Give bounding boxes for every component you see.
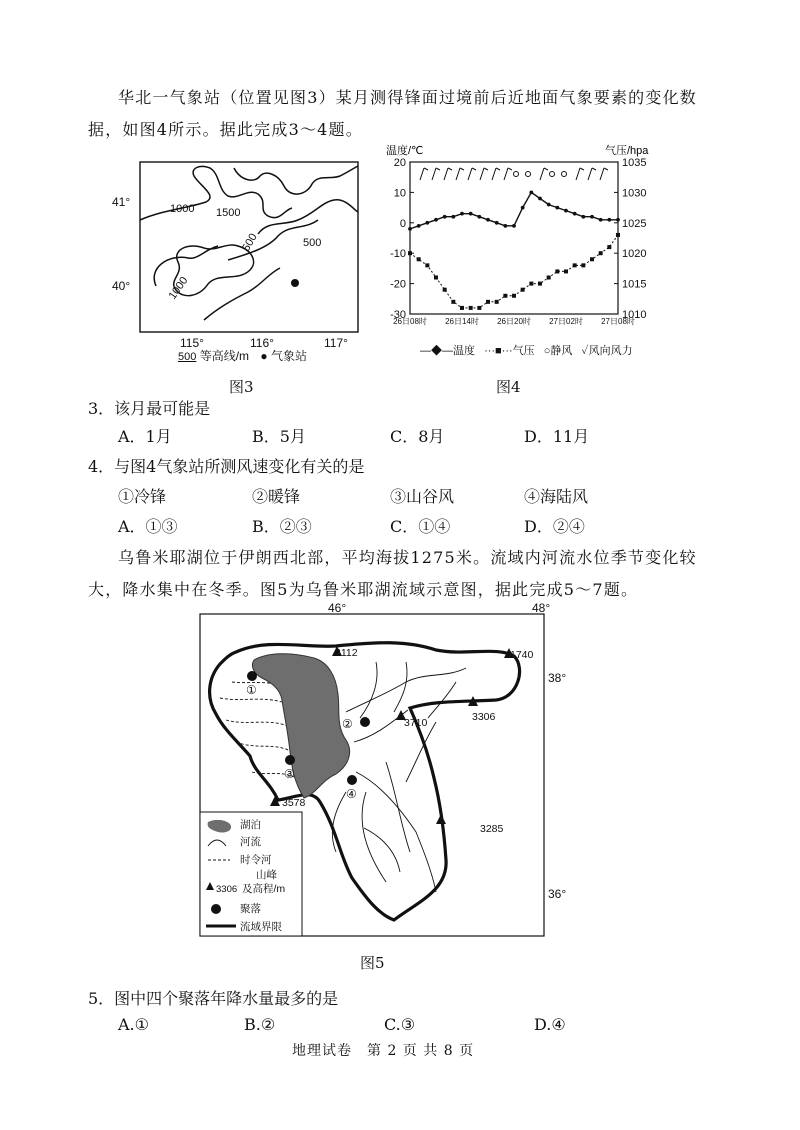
wind-barb-mark [468,168,476,180]
wind-barb-mark [600,168,608,180]
temperature-line [410,192,618,229]
pressure-point [408,251,412,255]
river [356,772,436,892]
right-tick-label: 1015 [622,278,647,291]
peak-elevation: 3578 [282,797,306,809]
peak-elevation: 3112 [335,647,358,659]
lon-label: 115° [180,336,204,350]
contour-label: 1500 [216,207,241,219]
q3-option-a[interactable]: A．1月 [118,427,172,446]
river [428,682,456,718]
x-tick-label: 26日08时 [393,317,427,326]
pressure-point [538,282,542,286]
temp-line-icon: —◆— [420,345,453,357]
right-axis-title: 气压/hpa [605,145,649,157]
lat-label: 40° [112,279,131,293]
plot-frame [410,162,618,314]
pressure-point [417,257,421,261]
wind-barb-mark [444,168,452,180]
legend-peak-sample: 3306 [216,884,238,895]
x-tick-label: 26日20时 [497,317,531,326]
temperature-point [425,221,429,225]
left-tick-label: -20 [390,278,406,291]
pressure-point [451,300,455,304]
wind-barb-mark [480,168,488,180]
settlement-swatch [211,904,221,914]
legend-lake: 湖泊 [240,819,261,831]
temperature-point [599,218,603,222]
settlement-marker [285,755,295,765]
station-icon: ● [260,349,268,363]
x-tick-label: 27日08时 [601,317,635,326]
pressure-point [616,233,620,237]
q4-option-b[interactable]: B．②③ [252,517,312,536]
pressure-point [521,288,525,292]
pressure-point [529,282,533,286]
settlement-marker [360,717,370,727]
figure-5-basin-map [196,602,588,946]
legend-pressure: 气压 [512,345,535,357]
temperature-point [581,215,585,219]
calm-wind-mark [526,172,531,177]
right-tick-label: 1035 [622,157,647,169]
intro-paragraph-1: 华北一气象站（位置见图3）某月测得锋面过境前后近地面气象要素的变化数据，如图4所示。据此完成3～4题。 [88,88,697,139]
wind-barb-mark [588,168,596,180]
left-tick-label: -10 [390,248,406,261]
pressure-point [460,306,464,310]
temperature-point [564,209,568,213]
peak-elevation: 3306 [472,711,496,723]
lon-label: 46° [328,602,347,615]
contour-label: 1000 [166,274,191,302]
calm-icon: ○ [543,345,551,357]
q3-option-b[interactable]: B．5月 [252,427,306,446]
lake-urmia [252,654,349,798]
pressure-point [503,294,507,298]
figure-3-contour-map [108,150,368,360]
pressure-point [599,251,603,255]
q4-item-1: ①冷锋 [118,487,167,506]
settlement-label: ④ [346,787,357,801]
temperature-point [477,215,481,219]
temperature-point [417,224,421,228]
calm-wind-mark [514,172,519,177]
legend-peak-elev: 及高程/m [242,883,286,895]
figure-4-chart [380,140,680,358]
left-axis-title: 温度/℃ [386,145,424,157]
contour-label: 500 [303,237,322,249]
contour-line [234,166,358,194]
weather-station-marker [291,279,299,287]
pressure-point [547,276,551,280]
settlement-label: ① [246,683,257,697]
river [346,668,466,712]
right-tick-label: 1030 [622,187,647,200]
seasonal-river [226,720,288,726]
temperature-point [607,218,611,222]
pressure-point [495,300,499,304]
right-tick-label: 1025 [622,217,647,230]
river [394,662,407,712]
wind-barb-icon: ✓ [581,345,589,357]
pressure-point [486,300,490,304]
temperature-point [503,224,507,228]
temperature-point [443,215,447,219]
calm-wind-mark [562,172,567,177]
peak-icon [436,814,446,824]
temperature-point [469,212,473,216]
left-tick-label: 0 [399,217,406,230]
temperature-point [486,218,490,222]
wind-barb-mark [492,168,500,180]
pressure-point [469,306,473,310]
legend-peak: 山峰 [256,869,277,881]
peak-elevation: 3285 [480,823,504,835]
right-tick-label: 1020 [622,248,647,261]
q5-option-d[interactable]: D.④ [534,1015,566,1034]
pressure-point [555,269,559,273]
river [360,662,377,718]
river [362,792,386,882]
pressure-line-icon: ···■··· [484,345,513,357]
temperature-point [555,206,559,210]
pressure-point [581,263,585,267]
wind-barbs-row [420,168,608,180]
temperature-point [521,206,525,210]
lat-label: 38° [548,671,567,685]
temperature-point [408,227,412,231]
settlement-marker [247,671,257,681]
q4-option-c[interactable]: C．①④ [390,517,451,536]
settlement-label: ② [342,717,353,731]
temperature-point [547,203,551,207]
figure-4-legend [420,342,633,358]
lon-label: 48° [532,602,551,615]
q4-item-4: ④海陆风 [524,487,589,506]
lon-label: 116° [250,336,274,350]
wind-barb-mark [576,168,584,180]
temperature-point [529,191,533,195]
figure-3-caption: 图3 [229,378,254,396]
legend-contour-sample: 500 [178,351,197,363]
pressure-point [425,263,429,267]
figure-5-caption: 图5 [360,954,385,972]
pressure-point [443,288,447,292]
q3-option-c[interactable]: C．8月 [390,427,445,446]
question-4-stem: 4．与图4气象站所测风速变化有关的是 [88,457,365,476]
contour-line [204,268,280,320]
pressure-point [607,245,611,249]
lat-label: 36° [548,887,567,901]
legend-seasonal-river: 时令河 [240,854,272,866]
question-3-stem: 3．该月最可能是 [88,399,211,418]
wind-barb-mark [504,168,512,180]
pressure-point [590,257,594,261]
left-tick-label: 10 [393,187,406,200]
pressure-point [573,263,577,267]
legend-calm: 静风 [550,345,573,357]
pressure-point [477,306,481,310]
legend-settlement: 聚落 [240,903,261,915]
x-tick-label: 27日02时 [549,317,583,326]
q4-option-a[interactable]: A．①③ [118,517,178,536]
temperature-point [573,212,577,216]
calm-wind-mark [550,172,555,177]
temperature-point [434,218,438,222]
figure-3-legend [178,347,307,364]
pressure-point [512,294,516,298]
temperature-point [616,218,620,222]
temperature-point [512,224,516,228]
q5-option-c[interactable]: C.③ [384,1015,416,1034]
q3-option-d[interactable]: D．11月 [524,427,590,446]
lat-label: 41° [112,195,131,209]
pressure-point [434,276,438,280]
legend-wind: 风向风力 [588,345,633,357]
temperature-point [590,215,594,219]
temperature-point [460,212,464,216]
wind-barb-mark [432,168,440,180]
q5-option-a[interactable]: A.① [118,1015,149,1034]
left-tick-label: -30 [390,309,406,321]
legend-boundary: 流域界限 [240,921,282,933]
contour-label: 1000 [170,203,195,215]
wind-barb-mark [420,168,428,180]
seasonal-river [220,698,282,702]
temperature-point [451,215,455,219]
intro-paragraph-2: 乌鲁米耶湖位于伊朗西北部，平均海拔1275米。流域内河流水位季节变化较大，降水集中在冬季。图5为乌鲁米耶湖流域示意图，据此完成5～7题。 [88,548,697,599]
q4-item-2: ②暖锋 [252,487,301,506]
q5-option-b[interactable]: B.② [244,1015,276,1034]
settlement-label: ③ [284,767,295,781]
figure-4-caption: 图4 [496,378,521,396]
x-tick-label: 26日14时 [445,317,479,326]
lon-label: 117° [324,336,348,350]
legend-station-label: 气象站 [270,349,307,363]
temperature-point [538,197,542,201]
q4-item-3: ③山谷风 [390,487,455,506]
wind-barb-mark [540,168,548,180]
peak-elevation: 1740 [510,649,534,661]
left-tick-label: 20 [393,157,406,169]
peak-elevation: 3710 [404,717,428,729]
legend-contour-label: 等高线/m [199,349,250,363]
right-tick-label: 1010 [622,309,647,321]
contour-label: 500 [240,231,260,254]
legend-temp: 温度 [453,345,475,357]
pressure-point [564,269,568,273]
figure-5-legend [200,812,302,936]
q4-option-d[interactable]: D．②④ [524,517,585,536]
river [386,762,410,852]
page-footer: 地理试卷 第 2 页 共 8 页 [292,1043,475,1059]
question-5-stem: 5．图中四个聚落年降水量最多的是 [88,989,339,1008]
settlement-marker [347,775,357,785]
legend-river: 河流 [240,836,261,848]
temperature-point [495,221,499,225]
wind-barb-mark [456,168,464,180]
